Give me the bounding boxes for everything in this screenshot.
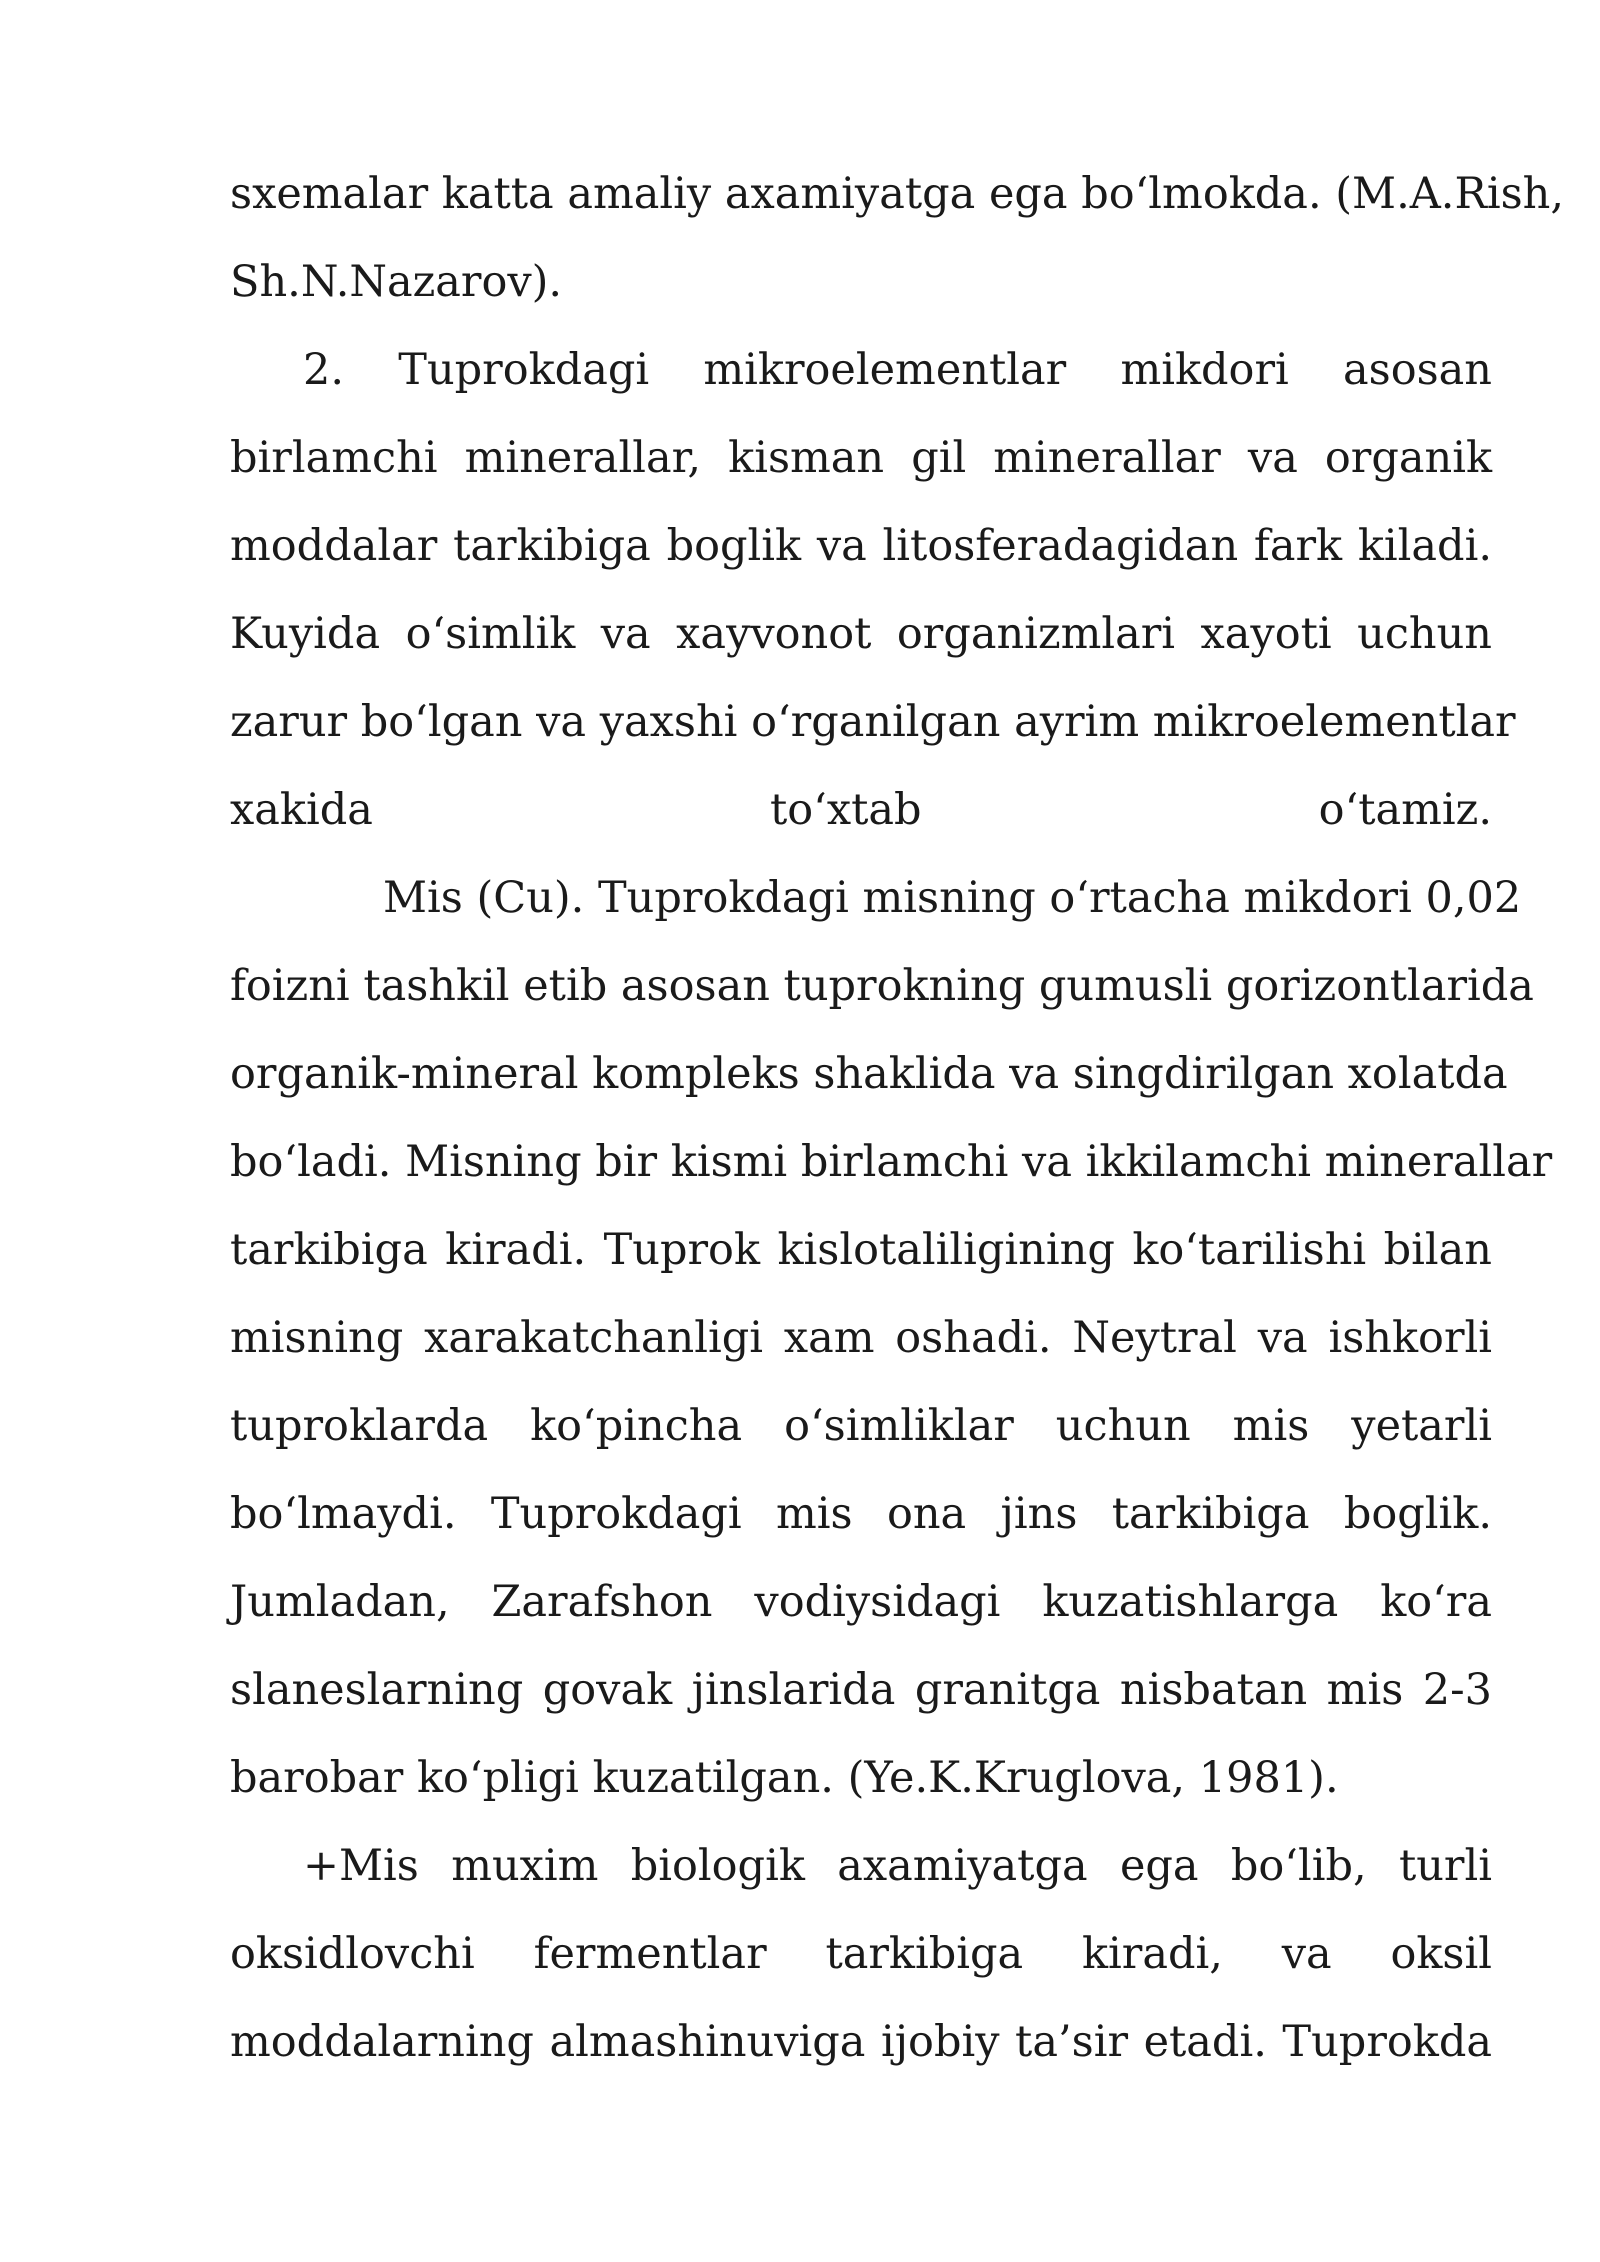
- text-line: organik-mineral kompleks shaklida va singdirilgan xolatda: [230, 1049, 1508, 1099]
- text-line: tuproklarda ko‘pincha o‘simliklar uchun mis yetarli: [230, 1401, 1492, 1451]
- text-line: birlamchi minerallar, kisman gil minerallar va organik: [230, 433, 1492, 483]
- text-line: moddalarning almashinuviga ijobiy ta’sir etadi. Tuprokda: [230, 2017, 1492, 2067]
- text-line: misning xarakatchanligi xam oshadi. Neytral va ishkorli: [230, 1313, 1492, 1363]
- text-line: Kuyida o‘simlik va xayvonot organizmlari xayoti uchun: [230, 609, 1492, 659]
- document-page: [230, 150, 1565, 2086]
- text-line: tarkibiga kiradi. Tuprok kislotaliligining ko‘tarilishi bilan: [230, 1225, 1492, 1275]
- text-line: foizni tashkil etib asosan tuprokning gumusli gorizontlarida: [230, 961, 1534, 1011]
- paragraph-section-2: [230, 326, 1516, 854]
- text-line: bo‘ladi. Misning bir kismi birlamchi va ikkilamchi minerallar: [230, 1137, 1553, 1187]
- text-line: slaneslarning govak jinslarida granitga nisbatan mis 2-3: [230, 1665, 1492, 1715]
- paragraph-citation-end: [230, 150, 1565, 326]
- text-line: bo‘lmaydi. Tuprokdagi mis ona jins tarkibiga boglik.: [230, 1489, 1492, 1539]
- text-line: oksidlovchi fermentlar tarkibiga kiradi, va oksil: [230, 1929, 1492, 1979]
- paragraph-copper-biology: [230, 1822, 1492, 2086]
- text-line: +Mis muxim biologik axamiyatga ega bo‘lib, turli: [303, 1841, 1492, 1891]
- text-line: moddalar tarkibiga boglik va litosferadagidan fark kiladi.: [230, 521, 1492, 571]
- text-line: zarur bo‘lgan va yaxshi o‘rganilgan ayrim mikroelementlar: [230, 697, 1516, 747]
- text-line: barobar ko‘pligi kuzatilgan. (Ye.K.Kruglova, 1981).: [230, 1753, 1339, 1803]
- text-line: xakida to‘xtab o‘tamiz.: [230, 785, 1492, 835]
- text-line: Jumladan, Zarafshon vodiysidagi kuzatishlarga ko‘ra: [230, 1577, 1492, 1627]
- text-line: sxemalar katta amaliy axamiyatga ega bo‘lmokda. (M.A.Rish,: [230, 169, 1565, 219]
- paragraph-copper: [230, 854, 1553, 1822]
- text-line: 2. Tuprokdagi mikroelementlar mikdori asosan: [303, 345, 1492, 395]
- text-line: Mis (Cu). Tuprokdagi misning o‘rtacha mikdori 0,02: [383, 873, 1522, 923]
- text-line: Sh.N.Nazarov).: [230, 257, 563, 307]
